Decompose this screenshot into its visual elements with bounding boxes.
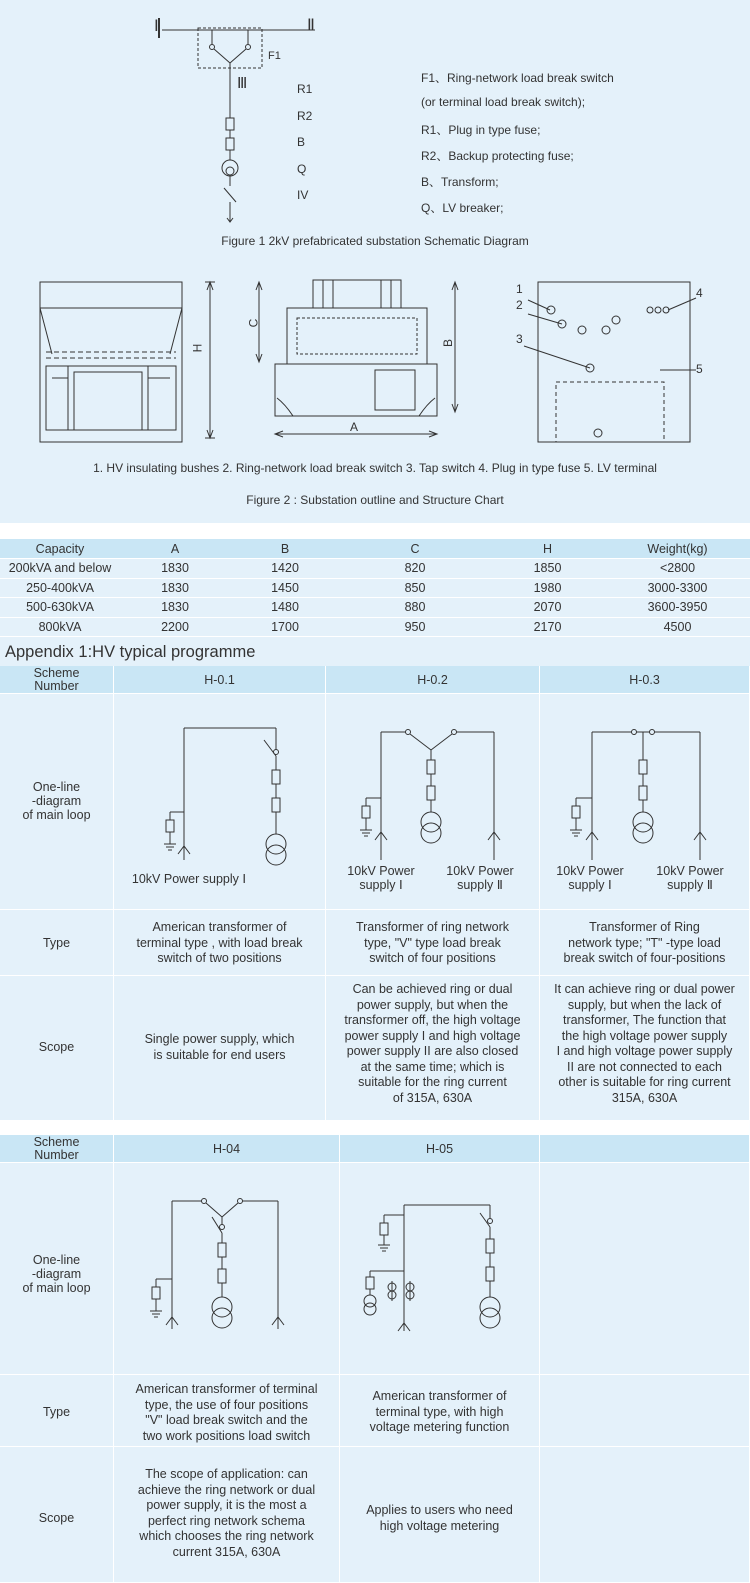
column-header: H xyxy=(490,539,605,559)
scheme-number: H-0.3 xyxy=(629,673,660,687)
scope-cell xyxy=(540,976,750,1121)
supply-label: 10kV Power supply Ⅱ xyxy=(656,864,724,892)
scope-cell xyxy=(340,1447,540,1583)
legend-line: R2、Backup protecting fuse; xyxy=(421,149,574,163)
callout-2: 2 xyxy=(516,298,523,312)
scope-label-cell xyxy=(0,976,114,1121)
scheme-header xyxy=(114,1135,340,1163)
type-text: American transformer of terminal type , with load break switch of two positions xyxy=(136,920,303,965)
block-separator xyxy=(0,1121,750,1135)
diagram-cell-h03 xyxy=(540,694,750,910)
dim-label-b: B xyxy=(441,338,456,348)
table-cell: 1830 xyxy=(120,559,230,579)
table-cell: <2800 xyxy=(605,559,750,579)
scope-text: It can achieve ring or dual power supply, but when the lack of transformer, The function that the high voltage power supply I and high voltage power supply II are not connected to each other is suitable for ring current 315A, 630A xyxy=(554,982,735,1105)
column-header: A xyxy=(120,539,230,559)
appendix-block-1 xyxy=(0,666,750,1121)
type-cell xyxy=(540,1375,750,1447)
column-header: B xyxy=(230,539,340,559)
appendix-block-2 xyxy=(0,1135,750,1583)
table-row xyxy=(0,617,750,637)
appendix-title: Appendix 1:HV typical programme xyxy=(5,643,256,661)
legend-line: R1、Plug in type fuse; xyxy=(421,123,541,137)
component-label: B xyxy=(297,135,306,149)
scheme-header xyxy=(114,666,326,694)
diagram-row-label: One-line -diagram of main loop xyxy=(22,1253,91,1295)
scope-row-label: Scope xyxy=(38,1511,75,1525)
dimensions-table xyxy=(0,539,750,637)
supply-label: 10kV Power supply Ⅰ xyxy=(347,864,415,892)
f1-label: F1 xyxy=(268,50,281,62)
table-cell: 1980 xyxy=(490,578,605,598)
scheme-header xyxy=(326,666,540,694)
legend-line: F1、Ring-network load break switch xyxy=(421,71,614,85)
table-cell: 1700 xyxy=(230,617,340,637)
table-cell: 1830 xyxy=(120,598,230,618)
table-cell: 950 xyxy=(340,617,490,637)
table-row xyxy=(0,559,750,579)
table-row xyxy=(0,578,750,598)
diagram-cell-h02 xyxy=(326,694,540,910)
callout-5: 5 xyxy=(696,362,703,376)
table-cell: 820 xyxy=(340,559,490,579)
column-header: C xyxy=(340,539,490,559)
column-header: Capacity xyxy=(0,539,120,559)
diagram-row-label: One-line -diagram of main loop xyxy=(22,780,91,822)
component-label: IV xyxy=(297,188,309,202)
scheme-number-label: Scheme Number xyxy=(33,666,80,693)
scope-text: Applies to users who need high voltage metering xyxy=(366,1503,513,1533)
callout-4: 4 xyxy=(696,286,703,300)
legend-line: Q、LV breaker; xyxy=(421,201,504,215)
section-divider xyxy=(0,523,750,539)
type-row-label: Type xyxy=(42,936,71,950)
table-cell: 1830 xyxy=(120,578,230,598)
callout-3: 3 xyxy=(516,332,523,346)
dim-label-h: H xyxy=(190,343,205,353)
table-cell: 3000-3300 xyxy=(605,578,750,598)
scope-row-label: Scope xyxy=(38,1040,75,1054)
table-cell: 250-400kVA xyxy=(0,578,120,598)
dim-label-c: C xyxy=(246,318,261,328)
figure2-caption: Figure 2 : Substation outline and Structure Chart xyxy=(246,493,504,507)
column-header: Weight(kg) xyxy=(605,539,750,559)
legend-line: B、Transform; xyxy=(421,175,499,189)
type-cell xyxy=(326,910,540,976)
table-cell: 2200 xyxy=(120,617,230,637)
scheme-header xyxy=(540,1135,750,1163)
scope-cell xyxy=(326,976,540,1121)
diagram-cell-empty xyxy=(540,1163,750,1375)
one-line-diagram-h05 xyxy=(340,1163,540,1375)
supply-label: 10kV Power supply Ⅱ xyxy=(446,864,514,892)
table-cell: 850 xyxy=(340,578,490,598)
figure2-structure-view xyxy=(510,278,720,448)
scheme-label-cell xyxy=(0,666,114,694)
legend-line: (or terminal load break switch); xyxy=(421,95,586,109)
table-cell: 800kVA xyxy=(0,617,120,637)
scope-cell xyxy=(540,1447,750,1583)
figure2-parts-legend: 1. HV insulating bushes 2. Ring-network load break switch 3. Tap switch 4. Plug in type fuse 5. LV terminal xyxy=(93,461,657,475)
bus-label-right: Ⅱ xyxy=(307,17,315,34)
scheme-label-cell xyxy=(0,1135,114,1163)
type-label-cell xyxy=(0,910,114,976)
component-label: Q xyxy=(297,162,307,176)
type-row-label: Type xyxy=(42,1405,71,1419)
diagram-cell-h04 xyxy=(114,1163,340,1375)
type-cell xyxy=(114,910,326,976)
type-label-cell xyxy=(0,1375,114,1447)
scheme-number: H-04 xyxy=(212,1142,241,1156)
table-cell: 1450 xyxy=(230,578,340,598)
one-line-diagram-h04 xyxy=(114,1163,340,1375)
diagram-cell-h01 xyxy=(114,694,326,910)
table-cell: 4500 xyxy=(605,617,750,637)
scheme-number-label: Scheme Number xyxy=(33,1135,80,1162)
scope-cell xyxy=(114,1447,340,1583)
table-cell: 500-630kVA xyxy=(0,598,120,618)
table-header-row xyxy=(0,539,750,559)
scope-text: Single power supply, which is suitable for end users xyxy=(144,1032,295,1062)
scope-label-cell xyxy=(0,1447,114,1583)
scope-text: Can be achieved ring or dual power supply, but when the transformer off, the high voltage power supply I and high voltage power supply II are also closed at the same time; which is suitable for the ring current of 315A, 630A xyxy=(344,982,521,1105)
table-cell: 880 xyxy=(340,598,490,618)
table-cell: 2070 xyxy=(490,598,605,618)
component-label: R1 xyxy=(297,82,313,96)
type-text: Transformer of ring network type, "V" type load break switch of four positions xyxy=(355,920,510,965)
diagram-label-cell xyxy=(0,694,114,910)
scope-cell xyxy=(114,976,326,1121)
component-label: R2 xyxy=(297,109,313,123)
type-cell xyxy=(540,910,750,976)
type-cell xyxy=(114,1375,340,1447)
supply-label: 10kV Power supply Ⅰ xyxy=(131,872,247,886)
scheme-number: H-05 xyxy=(425,1142,454,1156)
scheme-number: H-0.2 xyxy=(417,673,448,687)
figure2-front-view xyxy=(30,278,240,448)
branch-label: Ⅲ xyxy=(237,75,248,92)
type-text: Transformer of Ring network type; "T" -type load break switch of four-positions xyxy=(563,920,726,965)
dim-label-a: A xyxy=(350,420,359,434)
scope-text: The scope of application: can achieve the ring network or dual power supply, it is the most a perfect ring network schema which chooses the ring network current 315A, 630A xyxy=(137,1467,316,1559)
figure1-caption: Figure 1 2kV prefabricated substation Schematic Diagram xyxy=(221,234,529,248)
table-cell: 1420 xyxy=(230,559,340,579)
scheme-header xyxy=(340,1135,540,1163)
type-text: American transformer of terminal type, with high voltage metering function xyxy=(369,1389,510,1434)
diagram-cell-h05 xyxy=(340,1163,540,1375)
table-cell: 1850 xyxy=(490,559,605,579)
figure2-side-view xyxy=(245,278,470,443)
callout-1: 1 xyxy=(516,282,523,296)
table-cell: 2170 xyxy=(490,617,605,637)
table-row xyxy=(0,598,750,618)
type-text: American transformer of terminal type, the use of four positions "V" load break switch and the two work positions load switch xyxy=(135,1382,318,1443)
scheme-header xyxy=(540,666,750,694)
type-cell xyxy=(340,1375,540,1447)
diagram-label-cell xyxy=(0,1163,114,1375)
bus-label-left: Ⅰ xyxy=(154,18,159,35)
table-cell: 1480 xyxy=(230,598,340,618)
scheme-number: H-0.1 xyxy=(204,673,235,687)
supply-label: 10kV Power supply Ⅰ xyxy=(556,864,624,892)
table-cell: 3600-3950 xyxy=(605,598,750,618)
table-cell: 200kVA and below xyxy=(0,559,120,579)
